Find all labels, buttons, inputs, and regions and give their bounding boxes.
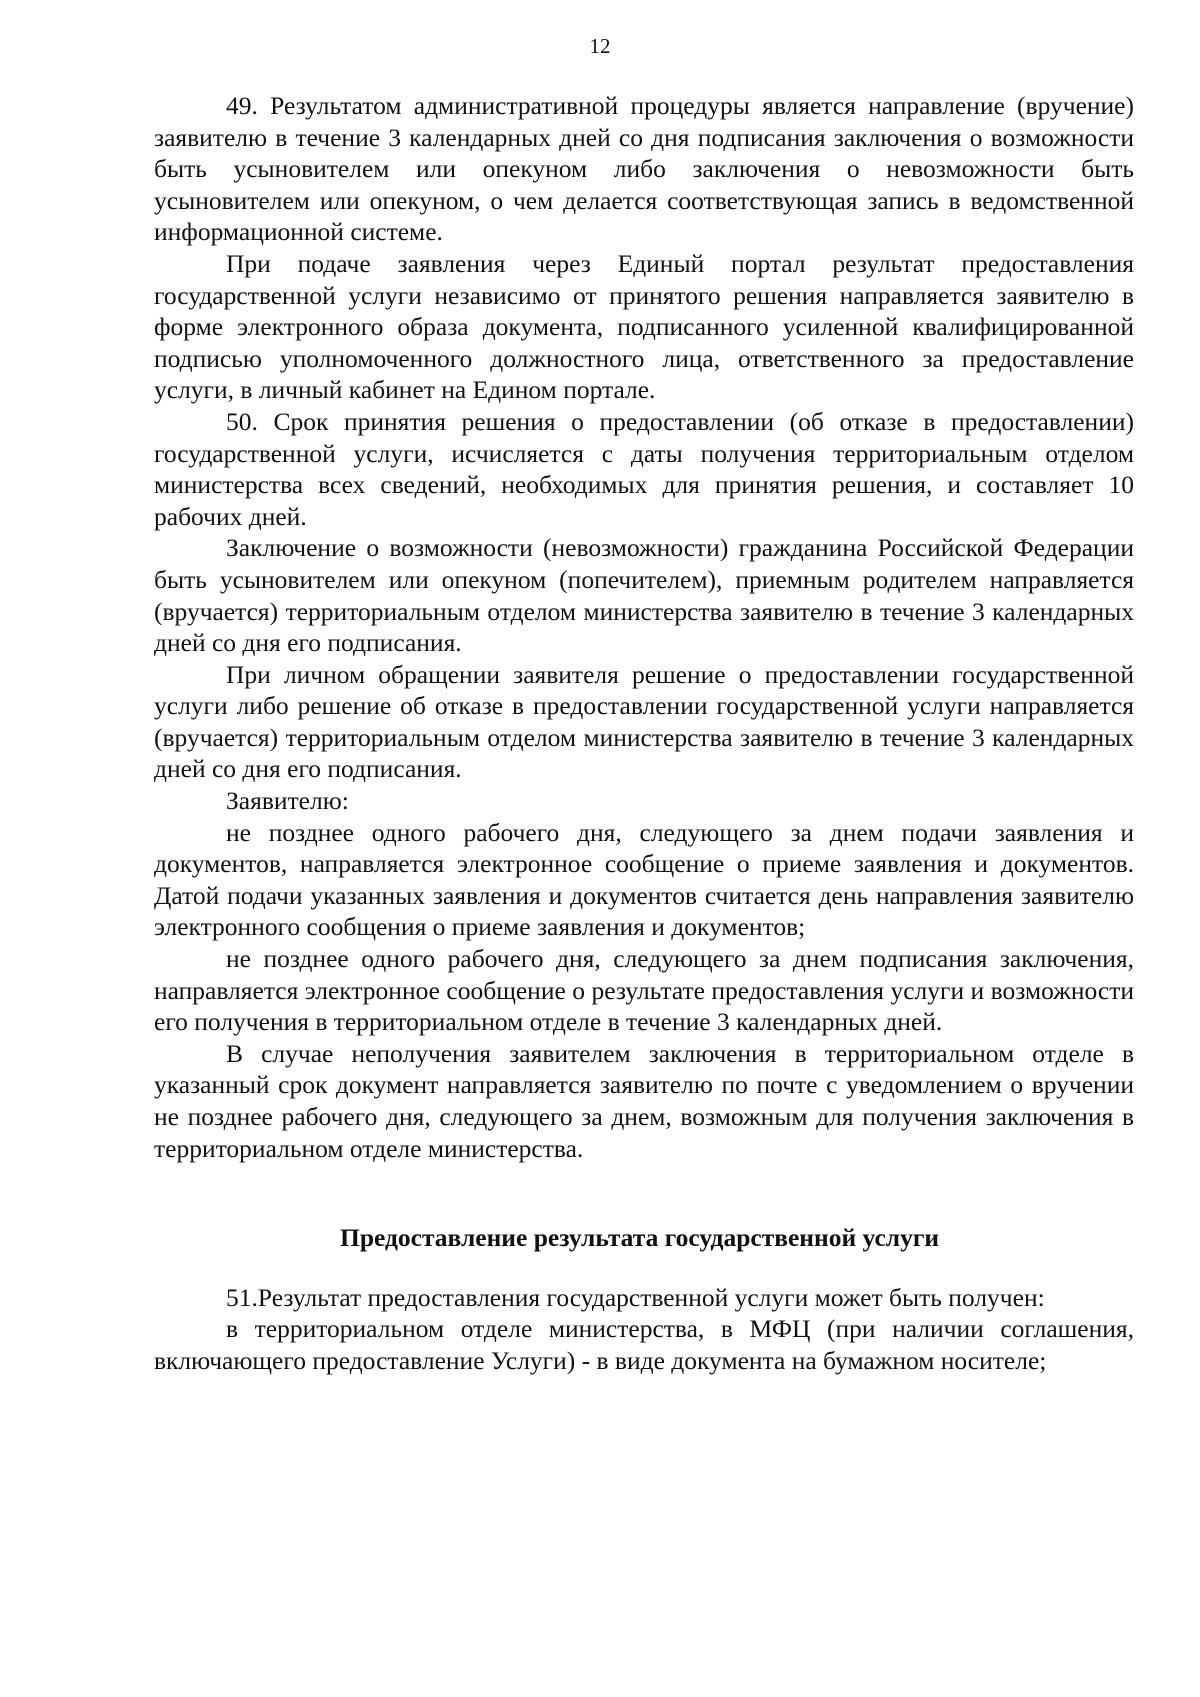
paragraph-conclusion-delivery: Заключение о возможности (невозможности) гражданина Российской Федерации быть усыновителем или опекуном (попечителем), приемным родителем направляется (вручается) территориальным отделом министерства заявителю в течение 3 календарных дней со дня его подписания. xyxy=(154,533,1134,658)
paragraph-49-result: 49. Результатом административной процедуры является направление (вручение) заявителю в течение 3 календарных дней со дня подписания заключения о возможности быть усыновителем или опекуном либо заключения о невозможности быть усыновителем или опекуном, о чем делается соответствующая запись в ведомственной информационной системе. xyxy=(154,91,1134,247)
paragraph-51-result-obtained: 51.Результат предоставления государственной услуги может быть получен: xyxy=(226,1282,1045,1312)
paragraph-receipt-notice: не позднее одного рабочего дня, следующего за днем подачи заявления и документов, направляется электронное сообщение о приеме заявления и документов. Датой подачи указанных заявления и документов считается день направления заявителю электронного сообщения о приеме заявления и документов; xyxy=(154,817,1134,942)
paragraph-result-notice: не позднее одного рабочего дня, следующего за днем подписания заключения, направляется электронное сообщение о результате предоставления услуги и возможности его получения в территориальном отделе в течение 3 календарных дней. xyxy=(154,944,1134,1037)
paragraph-50-decision-term: 50. Срок принятия решения о предоставлении (об отказе в предоставлении) государственной услуги, исчисляется с даты получения территориальным отделом министерства всех сведений, необходимых для принятия решения, и составляет 10 рабочих дней. xyxy=(154,406,1134,531)
spacer xyxy=(154,1164,1134,1222)
page-number: 12 xyxy=(589,34,611,58)
spacer xyxy=(154,1254,1134,1282)
paragraph-unified-portal: При подаче заявления через Единый портал результат предоставления государственной услуги независимо от принятого решения направляется заявителю в форме электронного образа документа, подписанного усиленной квалифицированной подписью уполномоченного должностного лица, ответственного за предоставление услуги, в личный кабинет на Едином портале. xyxy=(154,248,1134,405)
paragraph-personal-application: При личном обращении заявителя решение о предоставлении государственной услуги либо решение об отказе в предоставлении государственной услуги направляется (вручается) территориальным отделом министерства заявителю в течение 3 календарных дней со дня его подписания. xyxy=(154,659,1134,784)
document-body xyxy=(154,90,1134,1377)
paragraph-paper-document: в территориальном отделе министерства, в МФЦ (при наличии соглашения, включающего предоставление Услуги) - в виде документа на бумажном носителе; xyxy=(154,1314,1134,1375)
section-heading: Предоставление результата государственной услуги xyxy=(340,1223,940,1253)
paragraph-to-applicant: Заявителю: xyxy=(226,786,349,816)
paragraph-non-receipt: В случае неполучения заявителем заключения в территориальном отделе в указанный срок документ направляется заявителю по почте с уведомлением о вручении не позднее рабочего дня, следующего за днем, возможным для получения заключения в территориальном отделе министерства. xyxy=(154,1038,1134,1163)
